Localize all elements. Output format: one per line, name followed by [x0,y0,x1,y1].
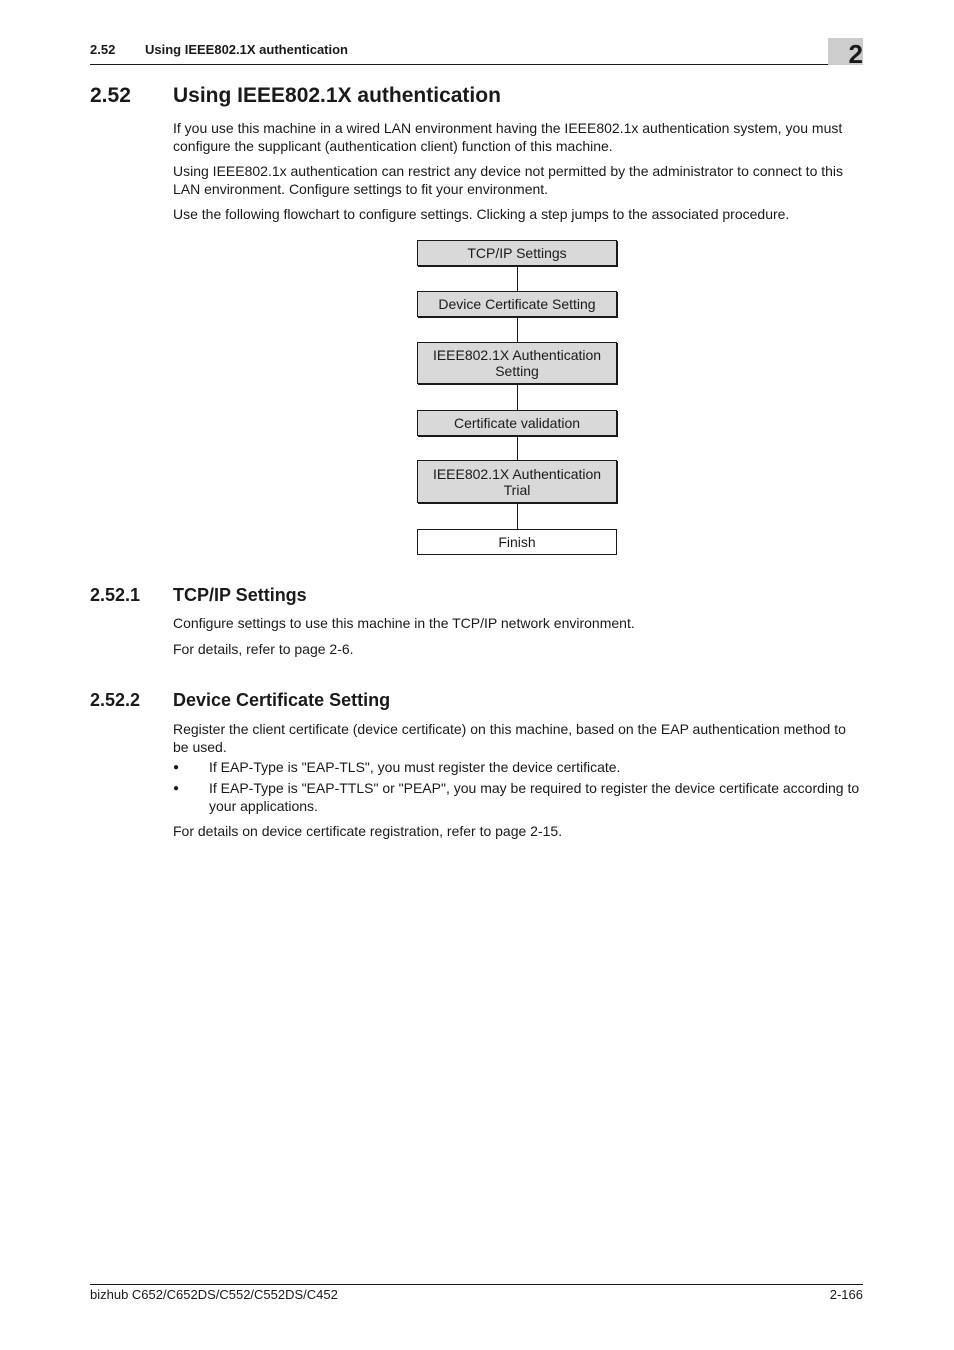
running-header-section-number: 2.52 [90,42,116,57]
bullet-marker: ● [173,762,180,773]
subsection-number: 2.52.1 [90,585,141,605]
subsection-title: TCP/IP Settings [173,585,307,605]
subsection-title: Device Certificate Setting [173,690,391,710]
section-paragraph-2: Using IEEE802.1x authentication can restrict any device not permitted by the administrator to connect to this LAN environment. Configure settings to fit your environment. [173,163,844,197]
bullet-marker: ● [173,783,180,794]
section-title: Using IEEE802.1X authentication [173,84,501,107]
section-number: 2.52 [90,84,131,107]
flowchart-connector [517,266,518,291]
running-header-title: Using IEEE802.1X authentication [145,42,348,57]
bullet-item: If EAP-Type is "EAP-TLS", you must register the device certificate. [209,759,621,775]
footer-model-name: bizhub C652/C652DS/C552/C552DS/C452 [90,1287,338,1302]
section-paragraph-1: If you use this machine in a wired LAN environment having the IEEE802.1x authentication system, you must configure the supplicant (authentication client) function of this machine. [173,120,843,154]
chapter-badge [828,38,863,69]
flowchart-connector [517,317,518,342]
flowchart-step-ieee-auth-setting[interactable]: IEEE802.1X Authentication Setting [417,342,617,384]
subsection-reference: For details, refer to page 2-6. [173,641,354,657]
subsection-number: 2.52.2 [90,690,141,710]
flowchart-step-tcpip-settings[interactable]: TCP/IP Settings [417,240,617,266]
subsection-paragraph: Register the client certificate (device certificate) on this machine, based on the EAP authentication method to be used. [173,721,846,755]
subsection-reference: For details on device certificate registration, refer to page 2-15. [173,823,563,839]
bullet-item: If EAP-Type is "EAP-TTLS" or "PEAP", you may be required to register the device certificate according to your applications. [209,780,860,814]
chapter-number: 2 [848,39,863,69]
header-divider [90,64,863,65]
footer-divider [90,1284,863,1285]
flowchart-step-ieee-auth-trial[interactable]: IEEE802.1X Authentication Trial [417,460,617,503]
flowchart-step-finish: Finish [417,529,617,555]
section-paragraph-3: Use the following flowchart to configure settings. Clicking a step jumps to the associated procedure. [173,206,790,222]
flowchart-connector [517,436,518,460]
flowchart-step-device-certificate[interactable]: Device Certificate Setting [417,291,617,317]
subsection-paragraph: Configure settings to use this machine in the TCP/IP network environment. [173,615,635,631]
footer-page-number: 2-166 [829,1287,863,1302]
flowchart-connector [517,384,518,410]
flowchart-connector [517,503,518,529]
flowchart-step-certificate-validation[interactable]: Certificate validation [417,410,617,436]
